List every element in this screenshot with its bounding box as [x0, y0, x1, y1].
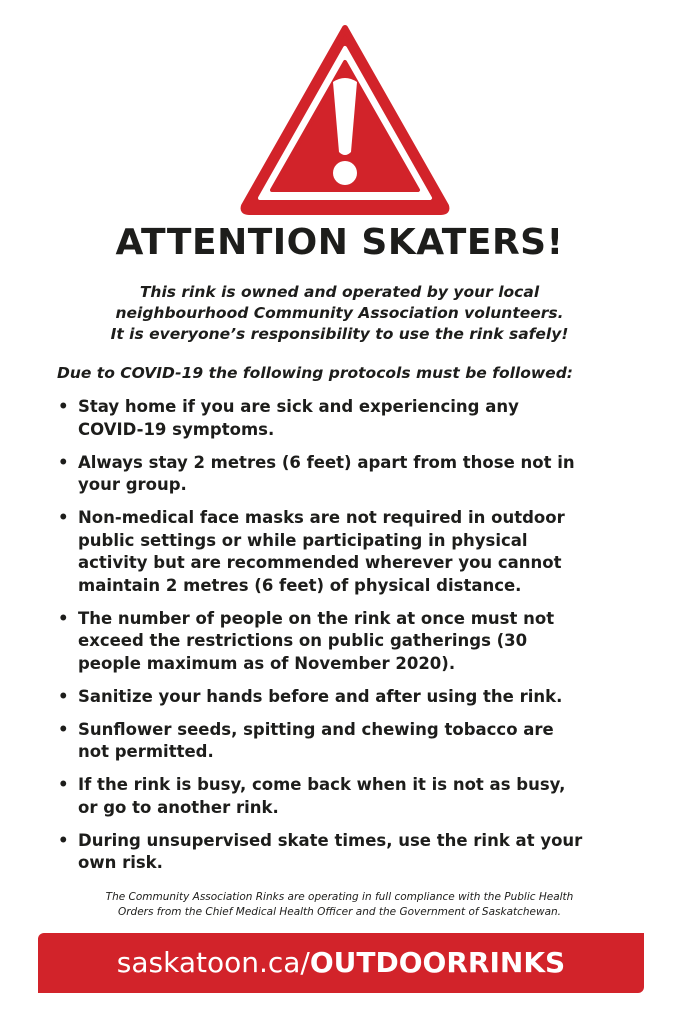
headline: ATTENTION SKATERS! [115, 222, 564, 263]
protocol-item [57, 686, 637, 709]
bullet-icon: • [58, 608, 69, 628]
protocol-item [57, 452, 637, 497]
protocol-line: COVID-19 symptoms. [78, 419, 275, 439]
protocol-line: public settings or while participating in physical [78, 530, 528, 550]
protocol-line: Non-medical face masks are not required in outdoor [78, 508, 565, 527]
protocol-line: maintain 2 metres (6 feet) of physical distance. [78, 575, 522, 595]
protocol-item [57, 608, 637, 676]
protocol-line: your group. [78, 475, 187, 494]
intro-line: It is everyone’s responsibility to use the rink safely! [110, 325, 569, 343]
protocol-line: During unsupervised skate times, use the rink at your [78, 830, 583, 850]
protocol-list [57, 396, 637, 885]
intro-statement [0, 282, 679, 345]
url-banner [38, 933, 644, 993]
protocol-heading: Due to COVID-19 the following protocols must be followed: [57, 364, 573, 382]
protocol-item [57, 774, 637, 819]
protocol-item [57, 719, 637, 764]
protocol-line: Stay home if you are sick and experiencing any [78, 397, 519, 416]
bullet-icon: • [58, 397, 69, 416]
protocol-line: Always stay 2 metres (6 feet) apart from those not in [78, 452, 575, 472]
protocol-item [57, 396, 637, 441]
bullet-icon: • [58, 686, 69, 706]
protocol-line: own risk. [78, 853, 163, 872]
protocol-line: exceed the restrictions on public gatherings (30 [78, 631, 528, 650]
url-domain: saskatoon.ca/ [116, 946, 310, 979]
protocol-line: or go to another rink. [78, 797, 279, 817]
compliance-note-line: The Community Association Rinks are operating in full compliance with the Public Health [105, 891, 574, 903]
bullet-icon: • [58, 719, 69, 739]
compliance-note-line: Orders from the Chief Medical Health Officer and the Government of Saskatchewan. [117, 906, 562, 918]
protocol-line: Sunflower seeds, spitting and chewing tobacco are [78, 719, 554, 739]
bullet-icon: • [58, 508, 69, 527]
bullet-icon: • [58, 775, 69, 794]
bullet-icon: • [58, 452, 69, 472]
protocol-item [57, 830, 637, 875]
intro-line: This rink is owned and operated by your local [139, 283, 540, 301]
protocol-line: not permitted. [78, 742, 214, 761]
url-path: OUTDOORRINKS [309, 946, 566, 979]
warning-icon [240, 24, 450, 216]
protocol-line: If the rink is busy, come back when it is not as busy, [78, 775, 566, 794]
compliance-note [0, 890, 679, 920]
bullet-icon: • [58, 830, 69, 850]
protocol-line: Sanitize your hands before and after using the rink. [78, 686, 563, 706]
protocol-item [57, 507, 637, 597]
intro-line: neighbourhood Community Association volunteers. [115, 304, 564, 322]
protocol-line: activity but are recommended wherever you cannot [78, 553, 562, 572]
protocol-line: people maximum as of November 2020). [78, 653, 456, 673]
protocol-line: The number of people on the rink at once must not [78, 608, 555, 628]
